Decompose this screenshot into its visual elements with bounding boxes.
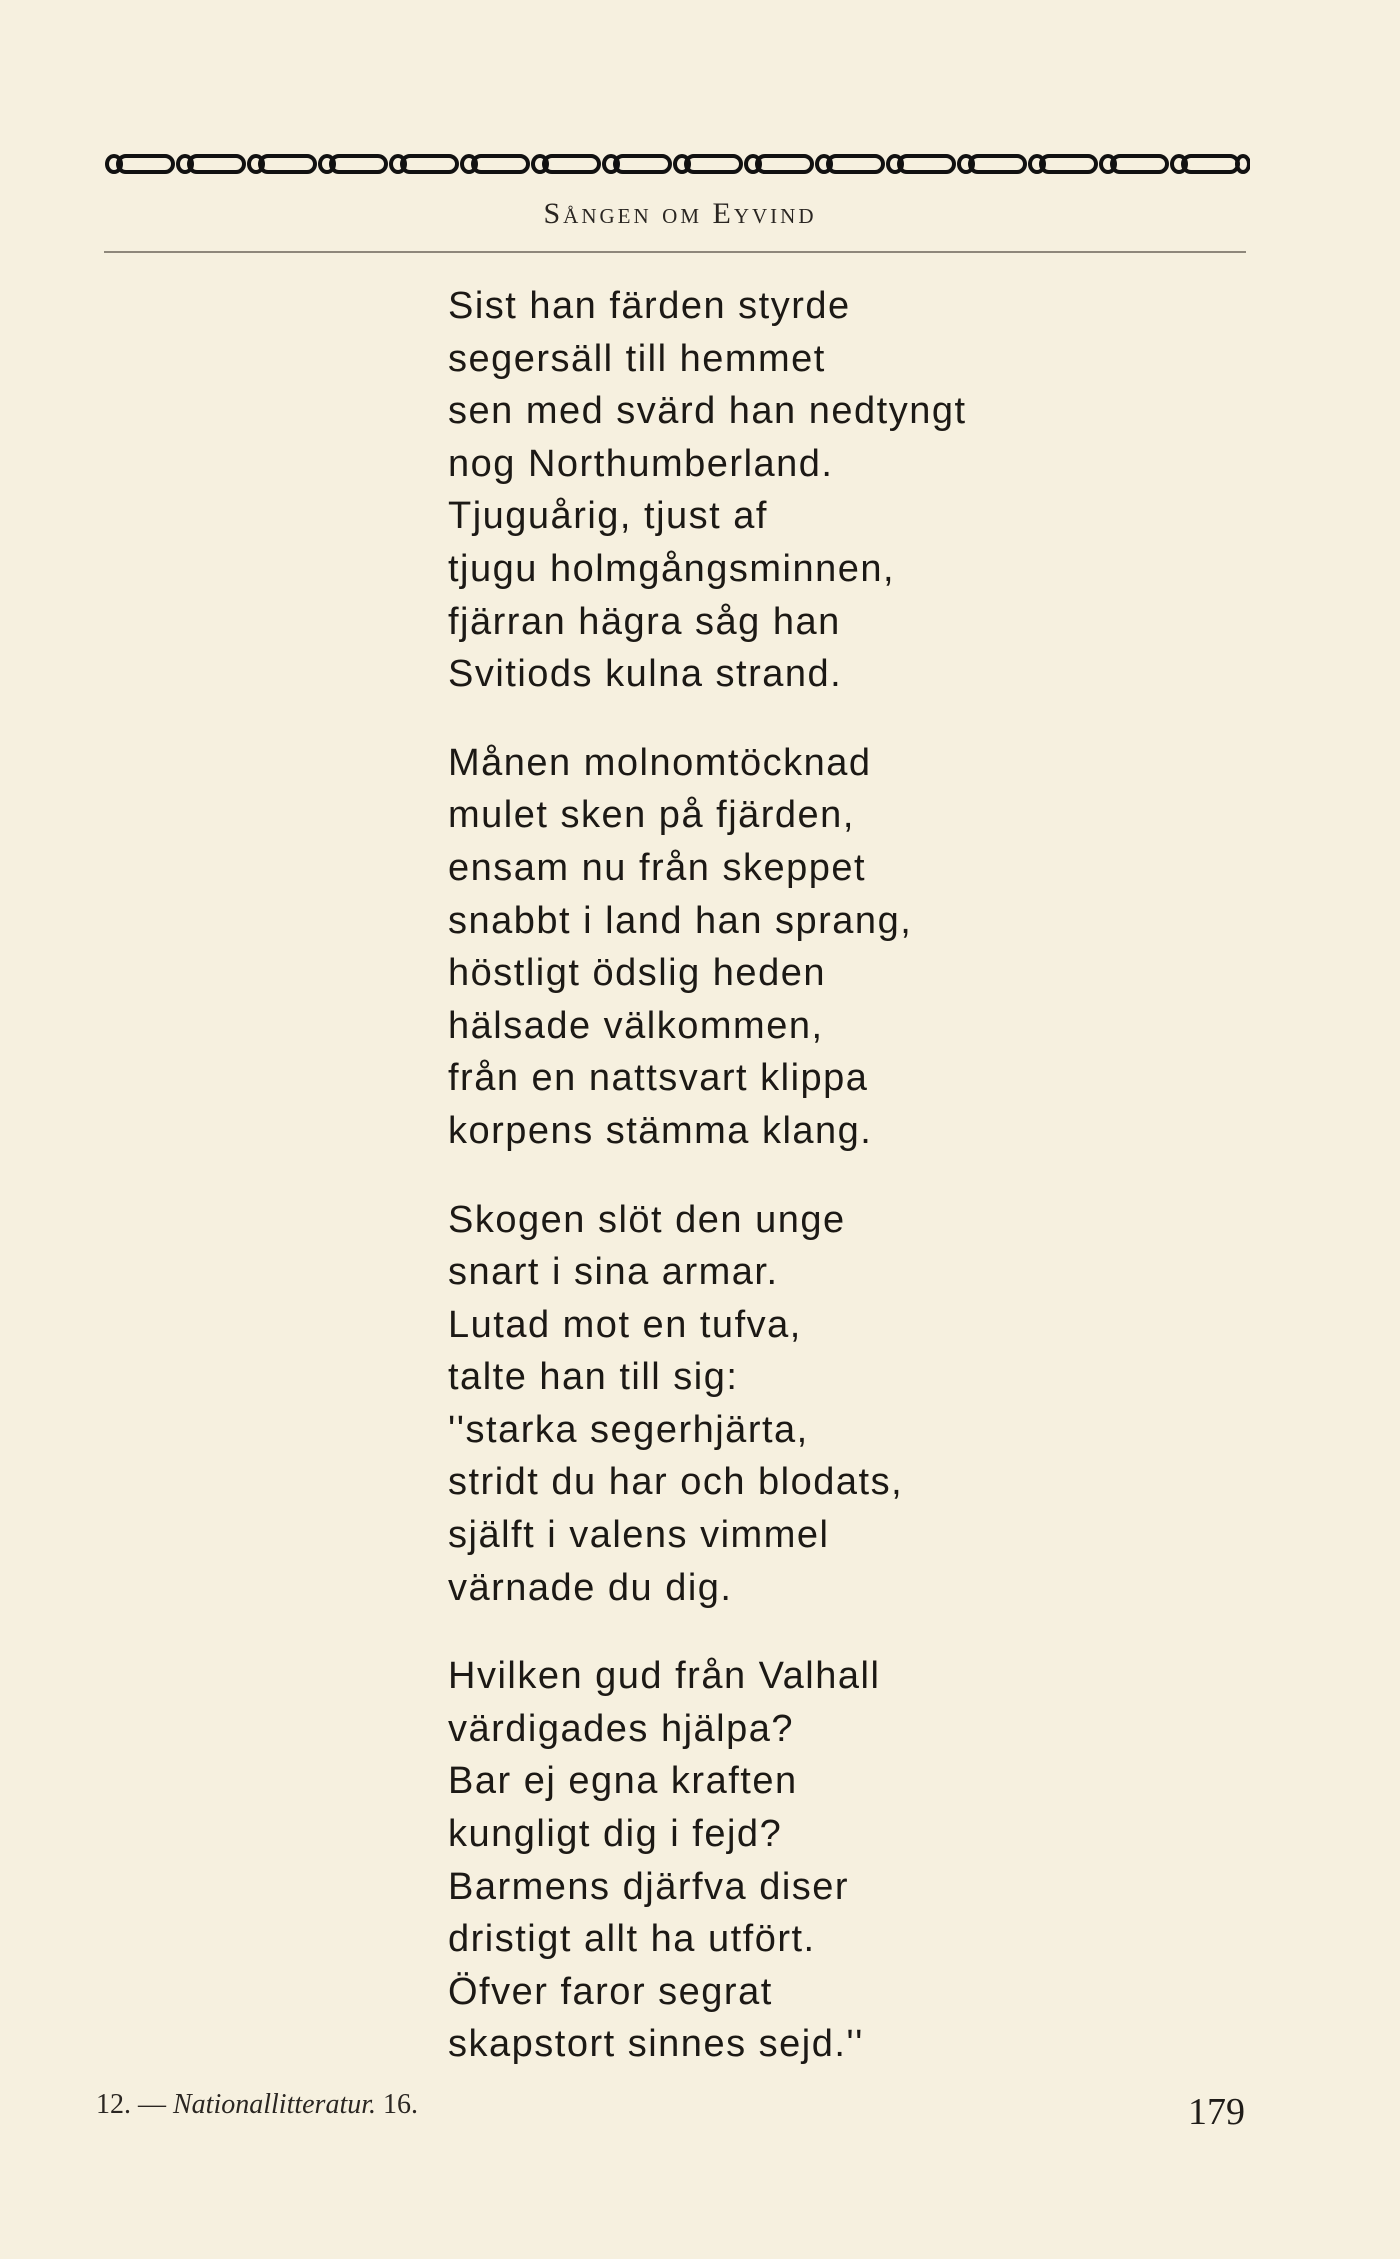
- ornament-link: [118, 156, 173, 172]
- poem-line: Hvilken gud från Valhall: [448, 1655, 881, 1698]
- poem-line: dristigt allt ha utfört.: [448, 1918, 816, 1961]
- signature-dash: —: [138, 2089, 166, 2120]
- ornament-link: [828, 156, 883, 172]
- poem-line: snabbt i land han sprang,: [448, 899, 913, 942]
- ornament-ring: [1237, 156, 1249, 172]
- poem-line: värnade du dig.: [448, 1566, 733, 1609]
- poem-line: segersäll till hemmet: [448, 337, 826, 380]
- signature-volume: 16.: [383, 2089, 419, 2120]
- poem-line: skapstort sinnes sejd.'': [448, 2023, 864, 2066]
- poem-line: från en nattsvart klippa: [448, 1057, 869, 1100]
- stanza: [448, 1194, 1208, 1615]
- poem-line: fjärran hägra såg han: [448, 600, 841, 643]
- stanza: [448, 1650, 1208, 2071]
- ornament-link: [899, 156, 954, 172]
- poem-line: Bar ej egna kraften: [448, 1760, 798, 1803]
- poem-line: Månen molnomtöcknad: [448, 741, 872, 784]
- poem-line: värdigades hjälpa?: [448, 1707, 795, 1750]
- poem-line: Lutad mot en tufva,: [448, 1303, 802, 1346]
- ornament-link: [1183, 156, 1238, 172]
- poem-line: hälsade välkommen,: [448, 1004, 824, 1047]
- poem-line: Svitiods kulna strand.: [448, 653, 843, 696]
- ornament-link: [686, 156, 741, 172]
- signature-number: 12.: [96, 2089, 131, 2120]
- running-title: Sången om Eyvind: [543, 197, 817, 230]
- poem-line: Barmens djärfva diser: [448, 1865, 850, 1908]
- ornament-link: [615, 156, 670, 172]
- ornament-link: [970, 156, 1025, 172]
- poem-line: ''starka segerhjärta,: [448, 1408, 809, 1451]
- poem-line: Öfver faror segrat: [448, 1970, 773, 2013]
- poem-line: tjugu holmgångsminnen,: [448, 547, 896, 590]
- poem-line: snart i sina armar.: [448, 1251, 779, 1294]
- ornament-link: [402, 156, 457, 172]
- poem-line: korpens stämma klang.: [448, 1109, 873, 1152]
- header-rule: [104, 251, 1246, 253]
- ornament-link: [260, 156, 315, 172]
- ornament-link: [757, 156, 812, 172]
- poem-line: själft i valens vimmel: [448, 1514, 830, 1557]
- ornament-link: [189, 156, 244, 172]
- printer-signature: [96, 2089, 418, 2121]
- header-ornament-border: [102, 136, 1250, 190]
- poem-line: Sist han färden styrde: [448, 285, 851, 327]
- stanza: [448, 737, 1208, 1158]
- poem-line: kungligt dig i fejd?: [448, 1813, 783, 1856]
- poem-line: Tjuguårig, tjust af: [448, 495, 768, 538]
- stanza: [448, 280, 1208, 701]
- ornament-link: [544, 156, 599, 172]
- poem-line: höstligt ödslig heden: [448, 952, 826, 995]
- poem-line: Skogen slöt den unge: [448, 1198, 846, 1241]
- page-number: 179: [1188, 2091, 1245, 2133]
- ornament-link: [473, 156, 528, 172]
- signature-title: Nationallitteratur.: [173, 2089, 377, 2120]
- ornament-link: [331, 156, 386, 172]
- ornament-link: [1112, 156, 1167, 172]
- poem-line: nog Northumberland.: [448, 442, 834, 485]
- poem: [448, 280, 1208, 2107]
- poem-line: talte han till sig:: [448, 1356, 739, 1399]
- poem-line: ensam nu från skeppet: [448, 846, 867, 889]
- poem-line: sen med svärd han nedtyngt: [448, 390, 967, 433]
- poem-line: mulet sken på fjärden,: [448, 794, 855, 837]
- ornament-link: [1041, 156, 1096, 172]
- poem-line: stridt du har och blodats,: [448, 1461, 904, 1504]
